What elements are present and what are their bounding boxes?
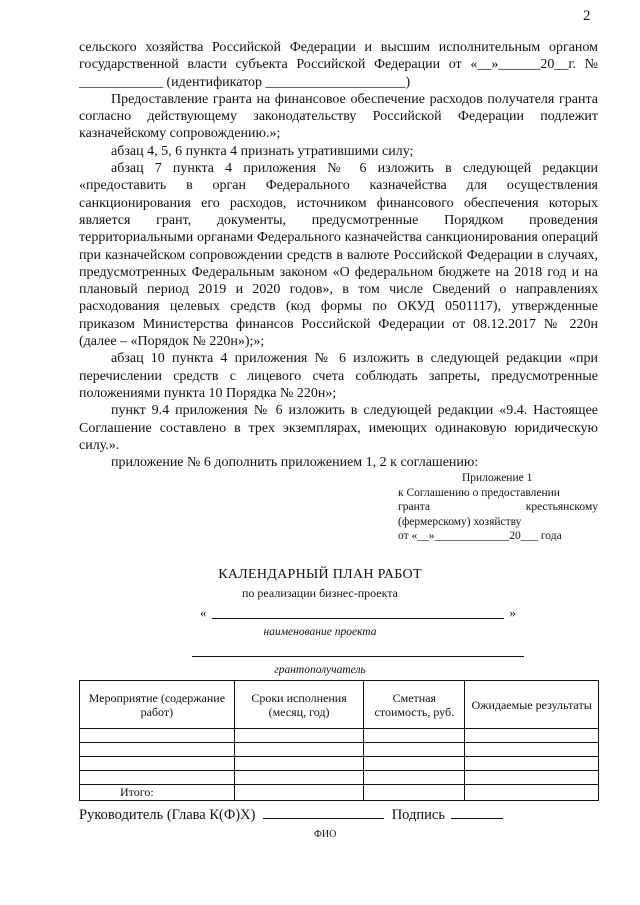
signature-line (79, 806, 503, 824)
appendix-word: крестьянскому (525, 501, 598, 513)
signature-blank (451, 806, 503, 819)
appendix-line (398, 500, 598, 515)
head-label: Руководитель (Глава К(Ф)Х) (79, 807, 256, 823)
header-cell: Мероприятие (содержание работ) (80, 681, 235, 729)
page-number: 2 (583, 8, 591, 24)
header-cell: Сроки исполнения (месяц, год) (234, 681, 364, 729)
table-row (80, 743, 599, 757)
paragraph: абзац 4, 5, 6 пункта 4 признать утратившими силу; (111, 143, 414, 159)
fio-caption: ФИО (314, 829, 337, 840)
quote-open: « (200, 605, 207, 620)
header-cell: Сметная стоимость, руб. (364, 681, 465, 729)
project-name-caption: наименование проекта (263, 626, 377, 638)
sign-label: Подпись (391, 807, 445, 823)
appendix-line: (фермерскому) хозяйству (398, 515, 522, 528)
table-total-row (80, 785, 599, 801)
body-text (79, 39, 598, 471)
appendix-header (398, 471, 598, 544)
plan-subtitle: по реализации бизнес-проекта (242, 586, 398, 600)
fio-blank (263, 806, 384, 819)
paragraph: Предоставление гранта на финансовое обеспечение расходов получателя гранта согласно действующему законодательству Российской Федерации подлежит казначейскому сопровождению.»; (79, 91, 598, 142)
header-cell: Ожидаемые результаты (465, 681, 599, 729)
table-header-row (80, 681, 599, 729)
appendix-line: к Соглашению о предоставлении (398, 486, 560, 499)
appendix-date-line: от «__»_____________20___ года (398, 530, 562, 542)
table-row (80, 729, 599, 743)
paragraph: сельского хозяйства Российской Федерации и высшим исполнительным органом государственной власти субъекта Российской Федерации от «__»______20__г. № ____________ (идентификатор ____________________) (79, 40, 598, 90)
calendar-plan-table (79, 680, 599, 801)
table-row (80, 771, 599, 785)
appendix-number: Приложение 1 (462, 472, 533, 484)
project-name-field (200, 605, 516, 620)
appendix-word: гранта (398, 501, 430, 513)
table-row (80, 757, 599, 771)
quote-close: » (509, 605, 516, 620)
plan-title: КАЛЕНДАРНЫЙ ПЛАН РАБОТ (218, 567, 422, 582)
paragraph: приложение № 6 дополнить приложением 1, 2 к соглашению: (111, 455, 479, 471)
paragraph: абзац 7 пункта 4 приложения № 6 изложить в следующей редакции «предоставить в орган Федерального казначейства для осуществления санкционирования его расходов, источником финансового обеспечения которых является грант, документы, предусмотренные Порядком проведения территориальными органами Федерального казначейства санкционирования операций при казначейском сопровождении средств в валюте Российской Федерации в случаях, предусмотренных Федеральным законом «О федеральном бюджете на 2018 год и на плановый период 2019 и 2020 годов», в том числе Сведений о направлениях расходования целевых средств (код формы по ОКУД 0501117), утвержденные приказом Министерства финансов Российской Федерации от 08.12.2017 № 220н (далее – «Порядок № 220н»);»; (79, 161, 598, 350)
total-label: Итого: (80, 785, 235, 801)
project-name-line (212, 618, 504, 619)
paragraph: абзац 10 пункта 4 приложения № 6 изложить в следующей редакции «при перечислении средств с лицевого счета соблюдать запреты, предусмотренные положениями пункта 10 Порядка № 220н»; (79, 351, 598, 401)
paragraph: пункт 9.4 приложения № 6 изложить в следующей редакции «9.4. Настоящее Соглашение составлено в трех экземплярах, имеющих одинаковую юридическую силу.». (79, 403, 598, 453)
recipient-caption: грантополучатель (274, 664, 366, 676)
recipient-line (192, 656, 524, 657)
